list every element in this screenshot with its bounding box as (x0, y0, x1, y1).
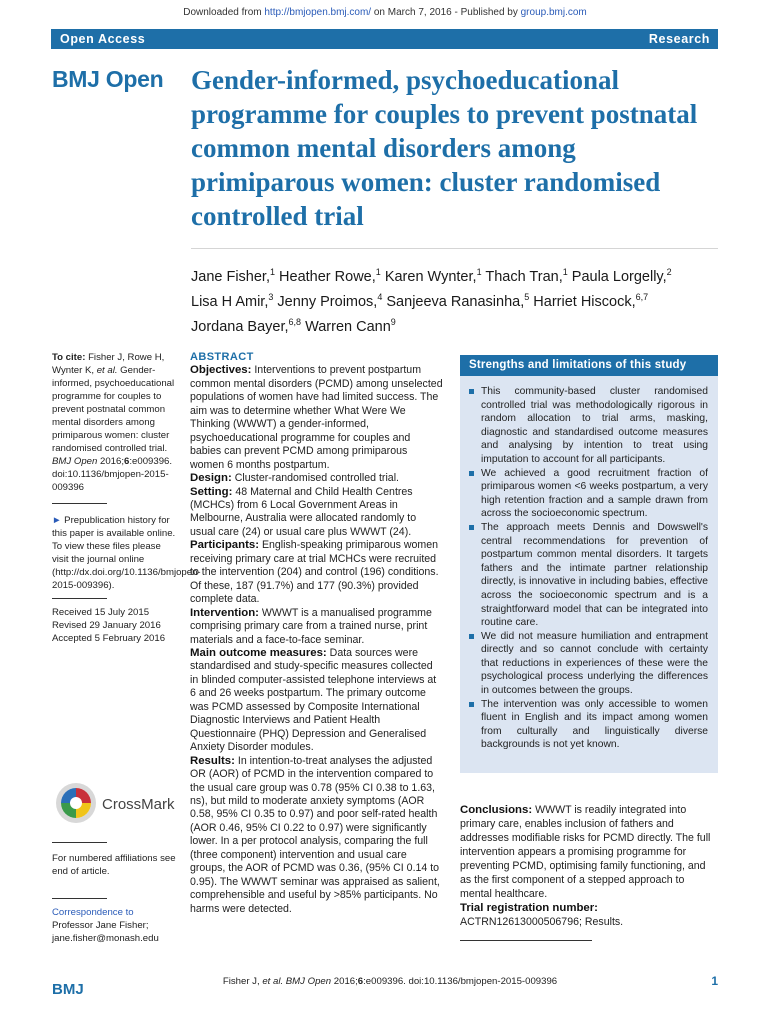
list-item-text: The approach meets Dennis and Dowswell's central recommendations for prevention of postpartum common mental disorders. It targets fathers and the intimate partner relationship directly, is innovative in including babies, effective across the socioeconomic spectrum and is a straightforward model that can be integrated into routine care. (481, 521, 708, 629)
list-item-text: This community-based cluster randomised controlled trial was methodologically rigorous in random allocation to trial arms, masking, diagnostic and standardised outcome measures and analysing by intention to treat using imputation to account for all participants. (481, 386, 708, 465)
author-name: Jenny Proimos, (277, 293, 378, 310)
footer-doi: :e009396. doi:10.1136/bmjopen-2015-009396 (363, 976, 558, 987)
cite-label: To cite: (52, 352, 86, 363)
section-label: Objectives: (190, 364, 252, 377)
author-affiliation-sup: 2 (666, 267, 672, 277)
author-name: Karen Wynter, (384, 268, 477, 285)
journal-logo: BMJ Open (52, 66, 164, 92)
author-name: Jordana Bayer, (191, 318, 289, 335)
author-affiliation-sup: 1 (270, 267, 276, 277)
section-label: Main outcome measures: (190, 646, 327, 659)
section-text: WWWT is a manualised programme comprising primary care from a trained nurse, print materials and a face-to-face seminar. (190, 606, 432, 646)
strengths-limitations-box (460, 355, 718, 773)
author-affiliation-sup: 3 (268, 291, 274, 302)
affiliations-note: For numbered affiliations see end of article. (52, 853, 176, 877)
footer-volume: 6 (357, 976, 364, 987)
author-affiliation-sup: 5 (524, 291, 530, 302)
author-name: Lisa H Amir, (191, 293, 269, 310)
sidebar-divider (52, 598, 107, 599)
sidebar-divider (52, 842, 107, 843)
revised-date: Revised 29 January 2016 (52, 620, 161, 631)
download-notice (0, 7, 770, 18)
author-list (191, 262, 721, 336)
section-label: Trial registration number: (460, 902, 598, 914)
section-text: 48 Maternal and Child Health Centres (MCHCs) from 6 Local Government Areas in Melbourne, Australia were allocated randomly to usual care (24) or usual care plus WWWT (24). (190, 485, 417, 538)
section-label: Participants: (190, 539, 259, 552)
correspondence-name: Professor Jane Fisher; (52, 920, 149, 931)
footer-year: 2016; (331, 976, 358, 987)
sidebar-divider (52, 898, 107, 899)
bullet-icon (469, 389, 474, 394)
list-item (469, 521, 708, 630)
author-affiliation-sup: 9 (390, 316, 396, 327)
abstract (190, 351, 443, 916)
accepted-date: Accepted 5 February 2016 (52, 633, 166, 644)
author-affiliation-sup: 4 (377, 291, 383, 302)
author-name: Heather Rowe, (279, 268, 376, 285)
list-item-text: The intervention was only accessible to women fluent in English and its impact among women from culturally and linguistically diverse backgrounds is not yet known. (481, 698, 708, 751)
author-name: Warren Cann (305, 318, 391, 335)
author-name: Thach Tran, (485, 268, 563, 285)
abstract-section (190, 539, 443, 606)
section-text: Data sources were standardised and study-specific measures collected in blinded computer-assisted telephone interviews at 6 and 26 weeks postpartum. The primary outcome was PCMD assessed by Composite International Diagnostic Interviews and Patient Health Questionnaire (PHQ) Depression and Generalised Anxiety Disorder modules. (190, 646, 437, 754)
article-dates (52, 606, 177, 645)
cite-volume: 6 (124, 456, 130, 467)
section-text: Cluster-randomised controlled trial. (231, 472, 399, 485)
list-item-text: We did not measure humiliation and entrapment directly and so cannot conclude with certainty that reductions in experiences of these were the psychological process underlying the differences in outcomes between the groups. (481, 630, 708, 697)
crossmark-icon (52, 778, 182, 828)
section-text: Interventions to prevent postpartum common mental disorders (PCMD) among unselected populations of women have had limited success. The aim was to determine whether What Were We Thinking (WWWT) a gender-informed, psychoeducational programme for couples and babies can prevent PCMD among primiparous women 6 months postpartum. (190, 364, 443, 471)
bullet-icon (469, 702, 474, 707)
arrow-icon: ► (52, 515, 62, 526)
footnote-divider (460, 940, 592, 941)
title-divider (191, 248, 718, 249)
download-prefix: Downloaded from (183, 7, 265, 18)
author-affiliation-sup: 6,7 (635, 291, 649, 302)
abstract-section (190, 607, 443, 647)
footer-journal: et al. BMJ Open (262, 976, 332, 987)
sidebar-divider (52, 503, 107, 504)
abstract-body (190, 364, 443, 916)
author-affiliation-sup: 6,8 (288, 316, 302, 327)
abstract-heading: ABSTRACT (190, 351, 254, 363)
bmj-footer-logo: BMJ (52, 981, 84, 998)
section-text: ACTRN12613000506796; Results. (460, 916, 624, 928)
section-label: Setting: (190, 485, 233, 498)
abstract-section (190, 755, 443, 916)
bullet-icon (469, 525, 474, 530)
author-name: Sanjeeva Ranasinha, (386, 293, 525, 310)
author-name: Paula Lorgelly, (571, 268, 667, 285)
strengths-list (460, 376, 718, 752)
author-affiliation-sup: 1 (562, 267, 568, 277)
correspondence-email[interactable]: jane.fisher@monash.edu (52, 933, 159, 944)
strengths-heading: Strengths and limitations of this study (460, 355, 718, 376)
author-name: Jane Fisher, (191, 268, 270, 285)
prepublication-note (52, 514, 201, 592)
footer-author: Fisher J, (222, 976, 263, 987)
author-affiliation-sup: 1 (375, 267, 381, 277)
section-label: Results: (190, 754, 235, 767)
received-date: Received 15 July 2015 (52, 607, 150, 618)
cite-etal: et al. (96, 365, 118, 376)
article-type-label: Research (648, 32, 710, 46)
cite-text1: Fisher J, Rowe H, Wynter K, (52, 352, 165, 376)
prepub-text[interactable]: Prepublication history for this paper is available online. To view these files please visit the journal online (http://dx.doi.org/10.1136/bmjopen-2015-009396). (52, 515, 201, 591)
cite-text2: Gender-informed, psychoeducational programme for couples to prevent postnatal common mental disorders among primiparous women: cluster randomised controlled trial. (52, 365, 175, 454)
group-link[interactable]: group.bmj.com (520, 7, 587, 18)
section-label: Design: (190, 472, 232, 485)
download-middle: on March 7, 2016 - Published by (371, 7, 521, 18)
abstract-conclusions (460, 803, 718, 929)
cite-journal: BMJ Open (52, 456, 98, 467)
list-item (469, 630, 708, 698)
correspondence-heading: Correspondence to (52, 907, 134, 918)
section-text: English-speaking primiparous women receiving primary care at trial MCHCs were recruited to the intervention (204) and control (196) conditions. Of these, 187 (91.7%) and 177 (90.3%) provided complete data. (190, 539, 439, 606)
section-text: WWWT is readily integrated into primary care, enables inclusion of fathers and addresses modifiable risks for PCMD directly. The full intervention appears a promising programme for preventing PCMD, optimising family functioning, and as the first component of a stepped approach to mental healthcare. (460, 804, 711, 900)
journal-link[interactable]: http://bmjopen.bmj.com/ (264, 7, 372, 18)
abstract-section (190, 364, 443, 472)
bullet-icon (469, 634, 474, 639)
conclusions-paragraph (460, 803, 718, 901)
footer-citation (200, 976, 580, 987)
list-item (469, 467, 708, 521)
section-bar (51, 29, 718, 49)
list-item (469, 385, 708, 467)
section-label: Conclusions: (460, 804, 533, 816)
bullet-icon (469, 471, 474, 476)
section-text: In intention-to-treat analyses the adjusted OR (AOR) of PCMD in the intervention compared to the usual care group was 0.78 (95% CI 0.38 to 1.63, ns), but mild to moderate anxiety symptoms (AOR 0.58, 95% CI 0.35 to 0.97) and poor self-rated health (AOR 0.46, 95% CI 0.22 to 0.97) were significantly lower. In a per protocol analysis, comparing the full (three component) intervention and usual care groups, the AOR of PCMD was 0.36, (95% CI 0.14 to 0.95). The WWWT seminar was appraised as salient, comprehensible and useful by >85% participants. No harms were detected. (190, 754, 440, 915)
list-item (469, 698, 708, 752)
author-affiliation-sup: 1 (476, 267, 482, 277)
author-name: Harriet Hiscock, (533, 293, 636, 310)
abstract-section (190, 647, 443, 755)
citation-block (52, 351, 177, 494)
abstract-section (190, 472, 443, 485)
correspondence-block (52, 906, 182, 945)
section-label: Intervention: (190, 606, 259, 619)
crossmark-badge[interactable] (52, 778, 182, 828)
crossmark-label: CrossMark (102, 796, 175, 813)
article-title: Gender-informed, psychoeducational programme for couples to prevent postnatal common mental disorders among primiparous women: cluster randomised controlled trial (191, 65, 698, 231)
cite-doi: :e009396. doi:10.1136/bmjopen-2015-009396 (52, 456, 173, 493)
cite-year: 2016; (97, 456, 125, 467)
list-item-text: We achieved a good recruitment fraction of primiparous women <6 weeks postpartum, a very high retention fraction and a sample drawn from across the socioeconomic spectrum. (481, 467, 708, 520)
page-number: 1 (711, 974, 718, 988)
trial-registration (460, 901, 718, 929)
open-access-label: Open Access (60, 32, 146, 46)
abstract-section (190, 486, 443, 540)
